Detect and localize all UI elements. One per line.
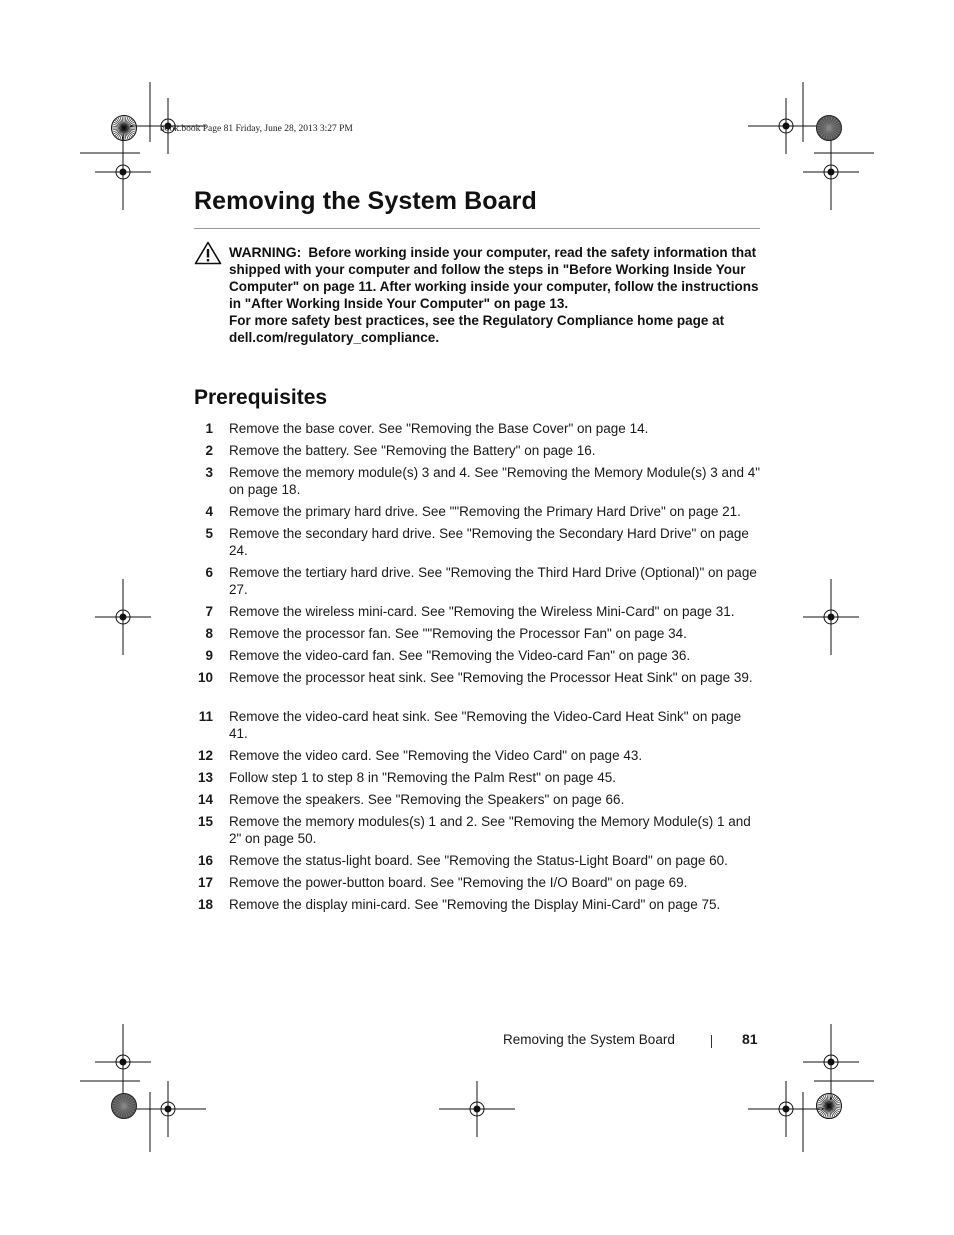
step-text: Remove the video-card heat sink. See "Removing the Video-Card Heat Sink" on page 41. [229,709,742,742]
step-text: Remove the tertiary hard drive. See "Removing the Third Hard Drive (Optional)" on page 27. [229,565,757,598]
footer-title: Removing the System Board [503,1032,675,1047]
warning-icon [194,241,222,265]
footer-separator [711,1035,712,1048]
step-text: Remove the memory modules(s) 1 and 2. See "Removing the Memory Module(s) 1 and 2" on page 50. [229,814,751,847]
step-text: Remove the processor fan. See ""Removing the Processor Fan" on page 34. [229,626,687,641]
step-number: 11 [198,709,213,724]
warning-text: Before working inside your computer, read the safety information that shipped with your computer and follow the steps in "Before Working Inside Your Computer" on page 11. After working inside your computer, follow the instructions in "After Working Inside Your Computer" on page 13. [229,245,759,312]
step-number: 3 [205,465,213,480]
step-number: 2 [205,443,213,458]
warning-block [229,244,769,347]
step-number: 4 [205,504,213,519]
warning-label: WARNING: [229,244,302,260]
step-text: Remove the wireless mini-card. See "Removing the Wireless Mini-Card" on page 31. [229,604,735,619]
step-number: 10 [197,670,213,685]
print-slug: book.book Page 81 Friday, June 28, 2013 3:27 PM [160,124,353,134]
page-number: 81 [742,1031,758,1047]
step-number: 15 [197,814,213,829]
step-number: 17 [197,875,213,890]
step-number: 14 [197,792,213,807]
step-text: Remove the status-light board. See "Removing the Status-Light Board" on page 60. [229,853,728,868]
step-number: 6 [205,565,213,580]
title-rule [194,228,760,229]
warning-text-2: For more safety best practices, see the Regulatory Compliance home page at dell.com/regulatory_compliance. [229,313,725,346]
step-number: 8 [205,626,213,641]
step-number: 12 [197,748,213,763]
step-number: 13 [197,770,213,785]
step-text: Remove the secondary hard drive. See "Removing the Secondary Hard Drive" on page 24. [229,526,749,559]
step-number: 7 [205,604,213,619]
step-number: 1 [205,421,213,436]
page-title: Removing the System Board [194,187,537,215]
step-text: Remove the battery. See "Removing the Battery" on page 16. [229,443,596,458]
step-number: 16 [197,853,213,868]
step-number: 5 [205,526,213,541]
step-text: Follow step 1 to step 8 in "Removing the Palm Rest" on page 45. [229,770,617,785]
step-text: Remove the power-button board. See "Removing the I/O Board" on page 69. [229,875,688,890]
step-text: Remove the video card. See "Removing the Video Card" on page 43. [229,748,643,763]
step-number: 18 [197,897,213,912]
step-text: Remove the base cover. See "Removing the Base Cover" on page 14. [229,421,649,436]
step-text: Remove the primary hard drive. See ""Removing the Primary Hard Drive" on page 21. [229,504,741,519]
step-text: Remove the display mini-card. See "Removing the Display Mini-Card" on page 75. [229,897,721,912]
step-text: Remove the processor heat sink. See "Removing the Processor Heat Sink" on page 39. [229,670,753,685]
step-text: Remove the speakers. See "Removing the Speakers" on page 66. [229,792,625,807]
step-text: Remove the memory module(s) 3 and 4. See "Removing the Memory Module(s) 3 and 4" on page 18. [229,465,761,498]
step-number: 9 [205,648,213,663]
prerequisites-heading: Prerequisites [194,386,328,409]
step-text: Remove the video-card fan. See "Removing the Video-card Fan" on page 36. [229,648,691,663]
